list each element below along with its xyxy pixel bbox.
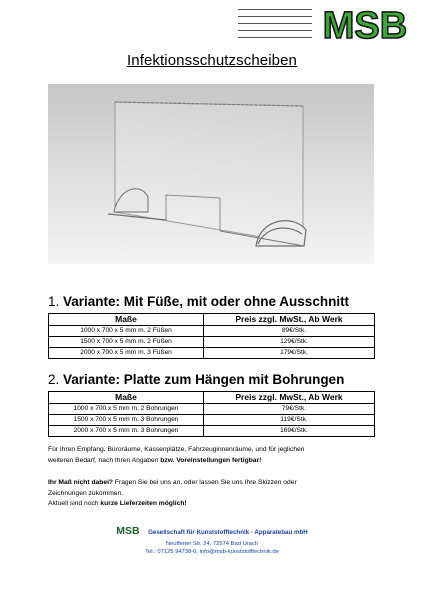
header-line (238, 9, 312, 10)
footer-contact: Tel.: 07125 94738-0, info@msb-kunststofftechnik.de (145, 549, 279, 555)
delivery-bold: kurze Lieferzeiten möglich! (100, 500, 187, 507)
header-line (238, 16, 312, 17)
footer-company-line (0, 521, 424, 539)
footer-msb: MSB (116, 525, 140, 537)
custom-line-1 (48, 478, 388, 489)
header-line (238, 30, 312, 31)
table-row (49, 348, 375, 359)
col-size-header: Maße (49, 392, 204, 404)
page-title: Infektionsschutzscheiben (127, 52, 297, 69)
price-cell: 119€/Stk. (204, 415, 375, 426)
size-cell: 1500 x 700 x 5 mm m. 3 Bohrungen (49, 415, 204, 426)
price-cell: 89€/Stk. (204, 326, 375, 337)
footer (0, 521, 424, 555)
intro-line-2-bold: bzw. Voreinstellungen fertigbar! (160, 456, 262, 464)
price-cell: 79€/Stk. (204, 404, 375, 415)
table-header-row (49, 392, 375, 404)
custom-question: Ihr Maß nicht dabei? (48, 479, 114, 486)
footer-company: Gesellschaft für Kunststofftechnik - Apparatebau mbH (148, 529, 308, 536)
col-price-header: Preis zzgl. MwSt., Ab Werk (204, 314, 375, 326)
table-row (49, 404, 375, 415)
custom-size-paragraph (48, 478, 388, 510)
delivery-line (48, 499, 388, 510)
header-line (238, 23, 312, 24)
custom-line-2: Zeichnungen zukommen. (48, 489, 124, 497)
msb-logo (313, 4, 417, 46)
variant2-label: Variante: Platte zum Hängen mit Bohrungen (63, 372, 345, 387)
variant1-number: 1. (48, 294, 60, 309)
footer-address: Neuffener Str. 24, 72574 Bad Urach (165, 541, 259, 547)
custom-line-1-text: Fragen Sie bei uns an, oder lassen Sie uns Ihre Skizzen oder (113, 479, 297, 486)
size-cell: 2000 x 700 x 5 mm m. 3 Füßen (49, 348, 204, 359)
col-price-header: Preis zzgl. MwSt., Ab Werk (204, 392, 375, 404)
variant2-price-table (48, 391, 375, 437)
table-row (49, 337, 375, 348)
variant1-heading (48, 294, 349, 309)
plexiglass-shield-photo (48, 84, 374, 264)
table-row (49, 426, 375, 437)
logo-text: MSB (322, 5, 408, 46)
delivery-text: Aktuell sind noch (48, 500, 101, 507)
table-row (49, 326, 375, 337)
price-cell: 179€/Stk. (204, 348, 375, 359)
intro-line-2 (48, 456, 388, 467)
header-line (238, 37, 312, 38)
intro-line-2-text: weiteren Bedarf, nach Ihren Angaben (48, 456, 161, 464)
price-cell: 169€/Stk. (204, 426, 375, 437)
price-cell: 129€/Stk. (204, 337, 375, 348)
variant1-label: Variante: Mit Füße, mit oder ohne Ausschnitt (63, 294, 350, 309)
size-cell: 1000 x 700 x 5 mm m. 2 Bohrungen (49, 404, 204, 415)
col-size-header: Maße (49, 314, 204, 326)
variant1-price-table (48, 313, 375, 359)
size-cell: 1500 x 700 x 5 mm m. 2 Füßen (49, 337, 204, 348)
size-cell: 2000 x 700 x 5 mm m. 3 Bohrungen (49, 426, 204, 437)
variant2-number: 2. (48, 372, 60, 387)
table-row (49, 415, 375, 426)
variant2-heading (48, 372, 344, 387)
intro-line-1: Für Ihren Empfang, Büroräume, Kassenplätze, Fahrzeuginnenräume, und für jeglichen (48, 446, 305, 453)
intro-paragraph (48, 445, 388, 466)
table-header-row (49, 314, 375, 326)
size-cell: 1000 x 700 x 5 mm m. 2 Füßen (49, 326, 204, 337)
